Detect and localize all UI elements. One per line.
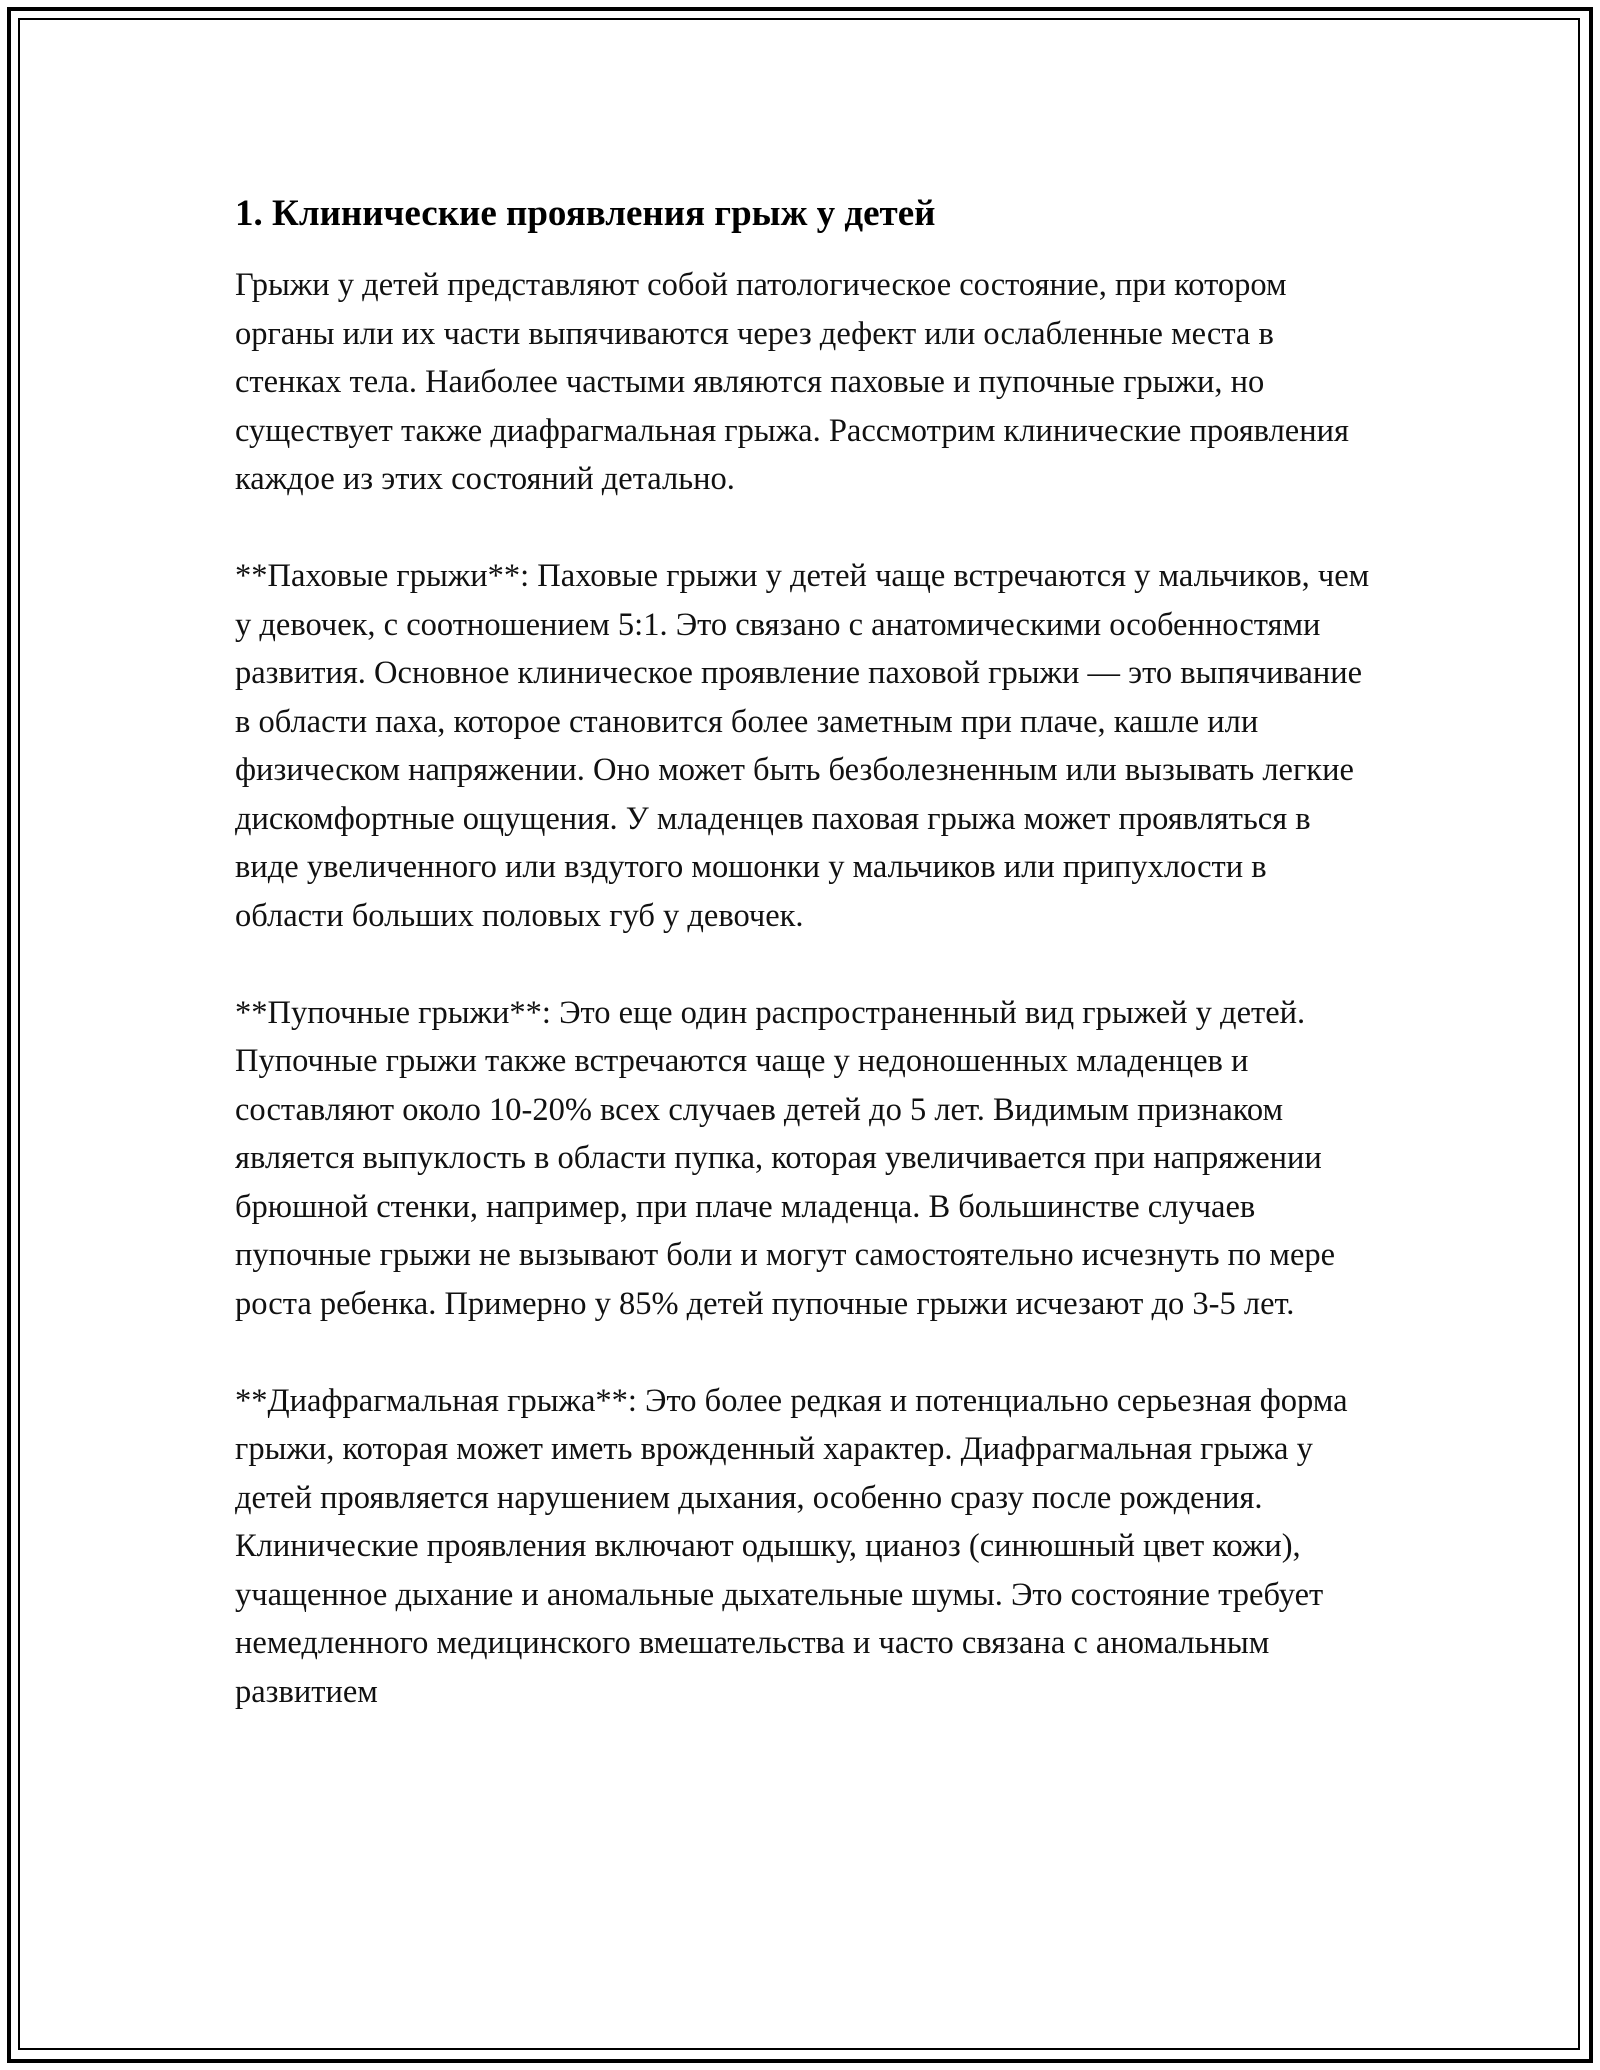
paragraph-umbilical-hernia: **Пупочные грыжи**: Это еще один распространенный вид грыжей у детей. Пупочные грыжи также встречаются чаще у недоношенных младенцев и составляют около 10-20% всех случаев детей до 5 лет. Видимым признаком является выпуклость в области пупка, которая увеличивается при напряжении брюшной стенки, например, при плаче младенца. В большинстве случаев пупочные грыжи не вызывают боли и могут самостоятельно исчезнуть по мере роста ребенка. Примерно у 85% детей пупочные грыжи исчезают до 3-5 лет. bbox=[235, 994, 1336, 1322]
paragraph-diaphragmatic-hernia: **Диафрагмальная грыжа**: Это более редкая и потенциально серьезная форма грыжи, которая может иметь врожденный характер. Диафрагмальная грыжа у детей проявляется нарушением дыхания, особенно сразу после рождения. Клинические проявления включают одышку, цианоз (синюшный цвет кожи), учащенное дыхание и аномальные дыхательные шумы. Это состояние требует немедленного медицинского вмешательства и часто связана с аномальным развитием bbox=[235, 1382, 1348, 1710]
paragraph-inguinal-hernia: **Паховые грыжи**: Паховые грыжи у детей чаще встречаются у мальчиков, чем у девочек, с соотношением 5:1. Это связано с анатомическими особенностями развития. Основное клиническое проявление паховой грыжи — это выпячивание в области паха, которое становится более заметным при плаче, кашле или физическом напряжении. Оно может быть безболезненным или вызывать легкие дискомфортные ощущения. У младенцев паховая грыжа может проявляться в виде увеличенного или вздутого мошонки у мальчиков или припухлости в области больших половых губ у девочек. bbox=[235, 558, 1370, 934]
paragraph-intro: Грыжи у детей представляют собой патологическое состояние, при котором органы или их части выпячиваются через дефект или ослабленные места в стенках тела. Наиболее частыми являются паховые и пупочные грыжи, но существует также диафрагмальная грыжа. Рассмотрим клинические проявления каждое из этих состояний детально. bbox=[235, 267, 1349, 497]
section-heading: 1. Клинические проявления грыж у детей bbox=[235, 193, 936, 234]
document-body bbox=[235, 186, 1375, 1716]
